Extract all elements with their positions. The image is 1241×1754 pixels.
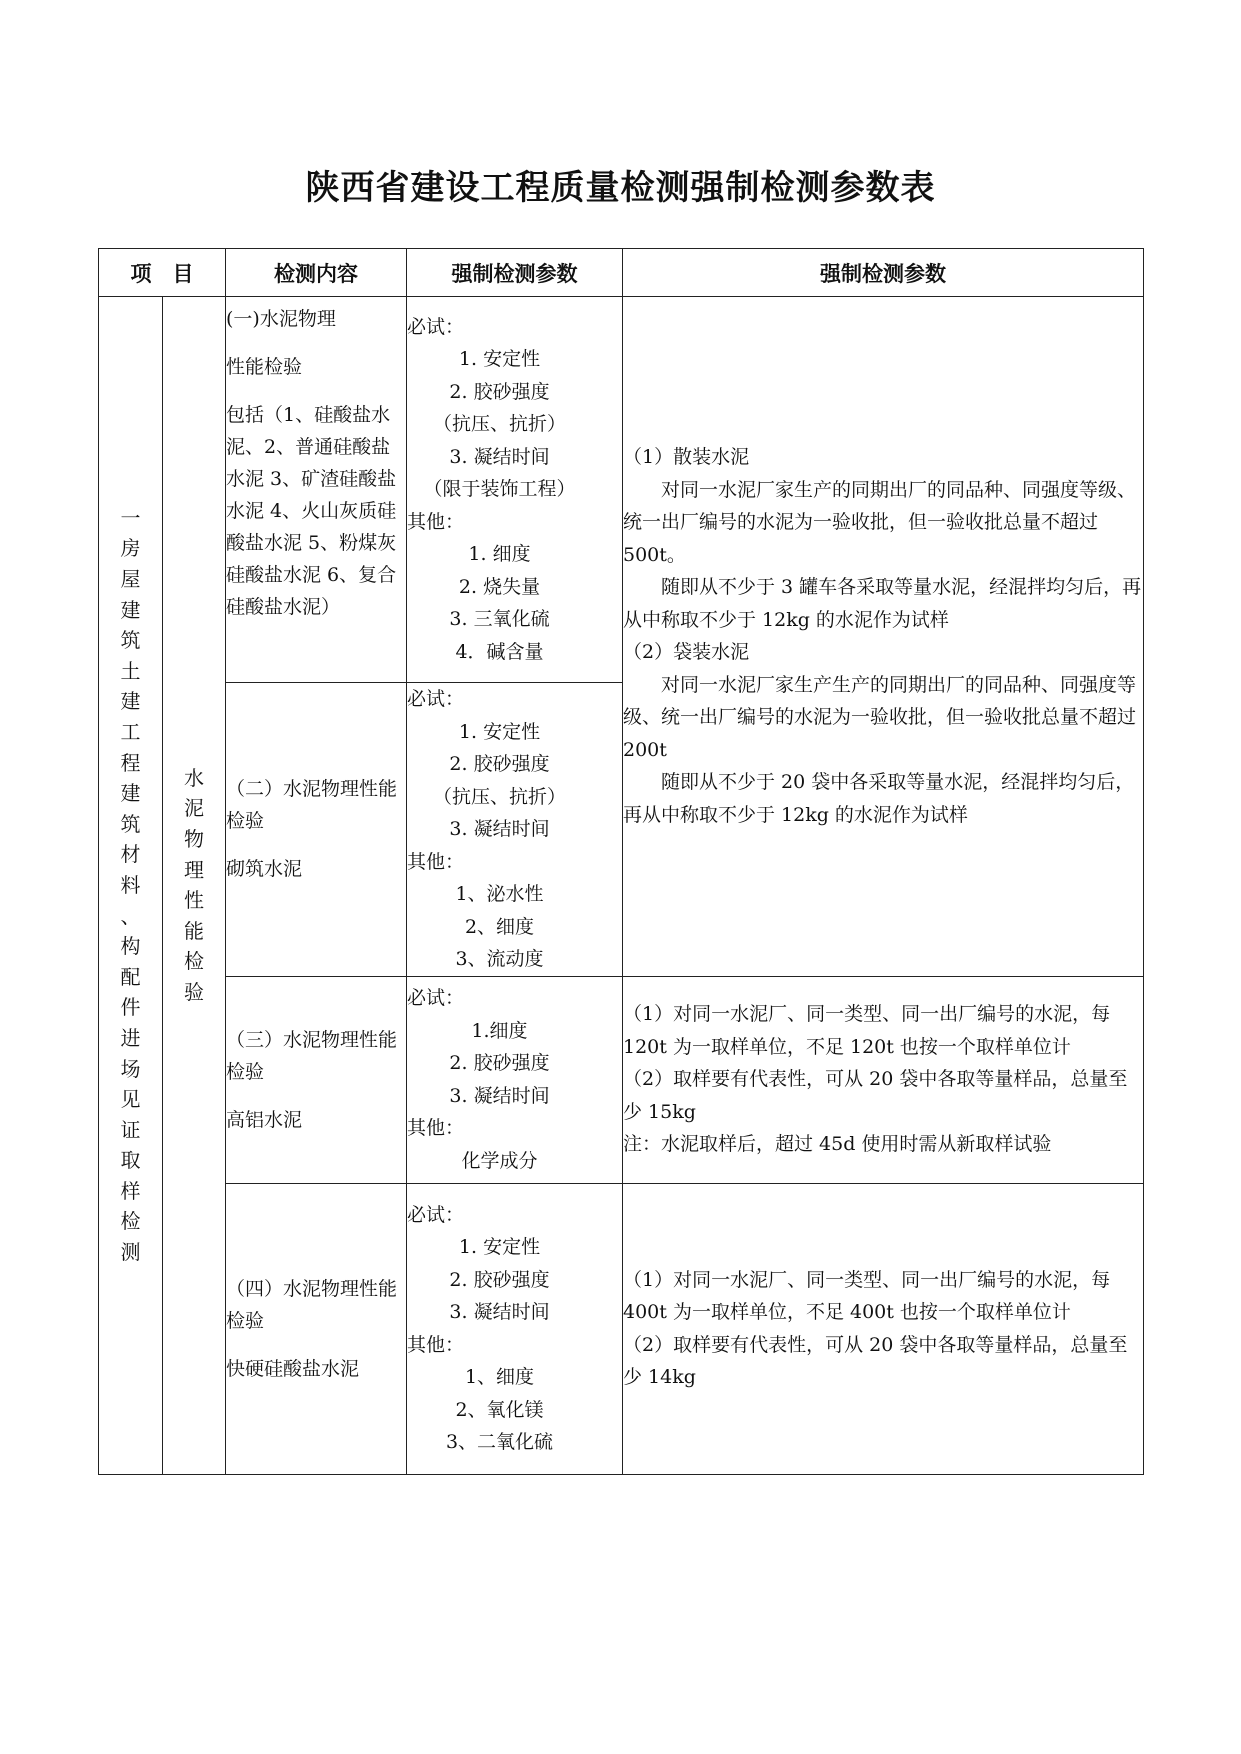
header-row <box>99 249 1144 297</box>
note-line: （1）对同一水泥厂、同一类型、同一出厂编号的水泥，每 120t 为一取样单位，不足 120t 也按一个取样单位计 <box>623 1003 1111 1058</box>
vertical-char: 理 <box>184 857 204 882</box>
page-title: 陕西省建设工程质量检测强制检测参数表 <box>305 168 936 208</box>
note-line: （1）散装水泥 <box>623 446 750 469</box>
vertical-char: 建 <box>120 597 141 622</box>
param-item: 2. 胶砂强度 <box>449 1268 550 1291</box>
vertical-char: 屋 <box>120 567 141 592</box>
vertical-char: 样 <box>120 1178 141 1203</box>
vertical-char: 土 <box>120 658 141 683</box>
params-cell <box>407 1183 623 1474</box>
vertical-char: 性 <box>184 888 204 913</box>
param-item: 2. 烧失量 <box>458 575 541 598</box>
content-subtitle: 砌筑水泥 <box>226 858 303 881</box>
vertical-char: 测 <box>120 1240 141 1265</box>
param-item: 3. 凝结时间 <box>449 818 550 840</box>
vertical-char: 建 <box>120 781 141 806</box>
content-title: （二）水泥物理性能检验 <box>226 778 398 833</box>
vertical-char: 取 <box>120 1148 141 1173</box>
table-row <box>99 1183 1144 1474</box>
param-item: 2. 胶砂强度 <box>449 1052 550 1074</box>
vertical-char: 材 <box>120 842 141 867</box>
note-line: （1）对同一水泥厂、同一类型、同一出厂编号的水泥，每 400t 为一取样单位，不足 400t 也按一个取样单位计 <box>623 1268 1111 1323</box>
subcategory-label <box>163 763 225 1008</box>
vertical-char: 程 <box>120 750 141 775</box>
params-cell <box>407 683 623 977</box>
param-item: （抗压、抗折） <box>432 413 566 436</box>
category-cell <box>99 297 163 1475</box>
content-cell <box>226 1183 407 1474</box>
vertical-char: 能 <box>184 918 204 943</box>
param-item: 1.细度 <box>471 1019 528 1042</box>
note-line: 对同一水泥厂家生产生产的同期出厂的同品种、同强度等级、统一出厂编号的水泥为一验收批，但一验收批总量不超过 200t <box>623 673 1137 761</box>
header-project: 项 目 <box>99 249 226 297</box>
vertical-char: 构 <box>120 934 141 959</box>
vertical-char: 验 <box>184 980 204 1005</box>
notes-cell <box>623 1183 1144 1474</box>
content-subtitle: 快硬硅酸盐水泥 <box>226 1357 360 1380</box>
content-cell <box>226 683 407 977</box>
param-item: 2. 胶砂强度 <box>449 753 550 775</box>
param-item: 1. 安定性 <box>458 348 541 371</box>
param-item: 3、二氧化硫 <box>445 1431 554 1453</box>
other-label: 其他： <box>407 850 465 873</box>
content-title: (一)水泥物理 <box>226 308 336 330</box>
param-item: 3. 三氧化硫 <box>449 608 550 631</box>
vertical-char: 见 <box>120 1087 141 1112</box>
vertical-char: 进 <box>120 1025 141 1050</box>
note-line: 随即从不少于 20 袋中各采取等量水泥，经混拌均匀后，再从中称取不少于 12kg 的水泥作为试样 <box>623 771 1135 826</box>
param-item: 1. 安定性 <box>458 1236 541 1258</box>
param-item: 3. 凝结时间 <box>449 1084 550 1107</box>
notes-cell <box>623 297 1144 977</box>
subcategory-cell <box>163 297 226 1475</box>
param-item: 2、氧化镁 <box>455 1398 544 1421</box>
param-item: 2. 胶砂强度 <box>449 380 550 403</box>
note-line: （2）取样要有代表性，可从 20 袋中各取等量样品，总量至少 14kg <box>623 1333 1128 1388</box>
vertical-char: 证 <box>120 1117 141 1142</box>
vertical-char: 工 <box>120 719 141 744</box>
category-label <box>99 503 162 1268</box>
params-cell <box>407 976 623 1183</box>
vertical-char: 建 <box>120 689 141 714</box>
other-label: 其他： <box>407 1117 465 1139</box>
param-item: 1、泌水性 <box>455 883 544 905</box>
vertical-char: 筑 <box>120 628 141 653</box>
vertical-char: 检 <box>184 949 204 974</box>
note-line: 随即从不少于 3 罐车各采取等量水泥，经混拌均匀后，再从中称取不少于 12kg 的水泥作为试样 <box>623 576 1142 631</box>
required-label: 必试： <box>407 1203 465 1226</box>
param-item: （抗压、抗折） <box>432 785 566 808</box>
vertical-char: 件 <box>120 995 141 1020</box>
params-cell <box>407 297 623 683</box>
header-params: 强制检测参数 <box>407 249 623 297</box>
table-row <box>99 297 1144 683</box>
vertical-char: 物 <box>184 827 204 852</box>
note-line: 注：水泥取样后，超过 45d 使用时需从新取样试验 <box>623 1133 1052 1156</box>
vertical-char: 房 <box>120 536 141 561</box>
param-item: 1. 细度 <box>468 543 531 566</box>
vertical-char: 泥 <box>184 796 204 821</box>
vertical-char: 、 <box>120 903 141 928</box>
params-table <box>98 248 1144 1475</box>
content-cell <box>226 976 407 1183</box>
vertical-char: 筑 <box>120 811 141 836</box>
param-item: 3. 凝结时间 <box>449 445 550 468</box>
required-label: 必试： <box>407 987 465 1009</box>
note-line: 对同一水泥厂家生产的同期出厂的同品种、同强度等级、统一出厂编号的水泥为一验收批，但一验收批总量不超过 500t。 <box>623 478 1137 566</box>
vertical-char: 水 <box>184 765 204 790</box>
param-item: 化学成分 <box>461 1149 538 1172</box>
required-label: 必试： <box>407 315 465 338</box>
content-title: （四）水泥物理性能检验 <box>226 1277 398 1332</box>
param-item: 3. 凝结时间 <box>449 1301 550 1323</box>
content-subtitle: 高铝水泥 <box>226 1108 303 1131</box>
param-item: 1. 安定性 <box>458 720 541 743</box>
content-cell <box>226 297 407 683</box>
param-item: 2、细度 <box>464 915 535 938</box>
required-label: 必试： <box>407 688 465 710</box>
param-item: （限于装饰工程） <box>423 478 576 501</box>
table-row <box>99 976 1144 1183</box>
vertical-char: 检 <box>120 1209 141 1234</box>
param-item: 4．碱含量 <box>455 640 544 663</box>
vertical-char: 配 <box>120 964 141 989</box>
header-params-2: 强制检测参数 <box>623 249 1144 297</box>
note-line: （2）取样要有代表性，可从 20 袋中各取等量样品，总量至少 15kg <box>623 1068 1128 1123</box>
header-content: 检测内容 <box>226 249 407 297</box>
vertical-char: 料 <box>120 872 141 897</box>
content-subtitle: 性能检验 <box>226 356 303 378</box>
vertical-char: 一 <box>120 505 141 530</box>
other-label: 其他： <box>407 1333 465 1356</box>
note-line: （2）袋装水泥 <box>623 641 750 664</box>
content-description: 包括（1、硅酸盐水泥、2、普通硅酸盐水泥 3、矿渣硅酸盐水泥 4、火山灰质硅酸盐水泥 5、粉煤灰硅酸盐水泥 6、复合硅酸盐水泥） <box>226 404 397 618</box>
other-label: 其他： <box>407 510 465 533</box>
param-item: 1、细度 <box>464 1366 535 1388</box>
param-item: 3、流动度 <box>455 948 544 970</box>
content-title: （三）水泥物理性能检验 <box>226 1028 398 1083</box>
vertical-char: 场 <box>120 1056 141 1081</box>
notes-cell <box>623 976 1144 1183</box>
